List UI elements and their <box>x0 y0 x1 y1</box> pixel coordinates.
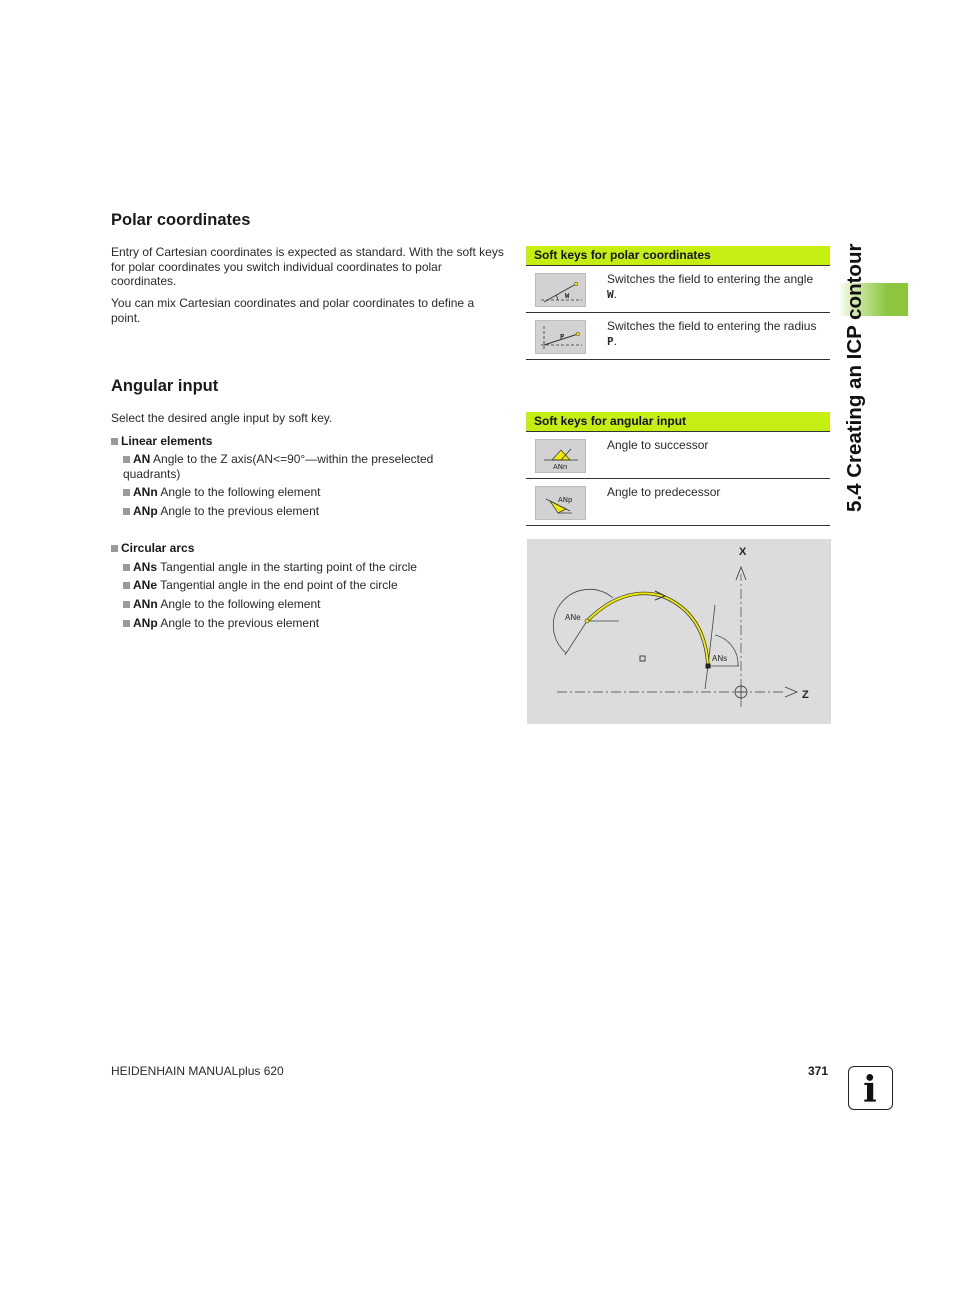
bullet-square-icon <box>111 545 118 552</box>
bullet-square-icon <box>123 582 130 589</box>
linear-elements-label: Linear elements <box>111 434 212 449</box>
polar-row-2-desc: Switches the field to entering the radius P. <box>607 319 817 348</box>
z-axis-label: Z <box>802 689 809 701</box>
angular-row-1-desc: Angle to successor <box>607 438 709 452</box>
circular-arcs-label: Circular arcs <box>111 541 194 556</box>
chapter-tab-title: 5.4 Creating an ICP contour <box>843 243 866 512</box>
ane-label: ANe <box>565 613 581 622</box>
bullet-square-icon <box>123 620 130 627</box>
polar-row-1-desc: Switches the field to entering the angle W. <box>607 272 814 301</box>
list-item: ANn Angle to the following element <box>123 485 320 500</box>
polar-angle-icon <box>536 274 587 308</box>
polar-para-2: You can mix Cartesian coordinates and polar coordinates to define a point. <box>111 296 475 325</box>
bullet-square-icon <box>123 456 130 463</box>
info-i-glyph <box>849 1067 891 1108</box>
angular-intro: Select the desired angle input by soft key. <box>111 411 333 425</box>
angle-successor-icon <box>536 440 587 474</box>
ans-label: ANs <box>712 654 728 663</box>
list-item: ANp Angle to the previous element <box>123 616 319 631</box>
contour-arc <box>587 593 708 666</box>
angular-heading: Angular input <box>111 377 219 395</box>
info-icon <box>848 1066 893 1110</box>
svg-text:ANn: ANn <box>553 463 568 471</box>
table-row <box>526 313 830 360</box>
svg-text:W: W <box>565 292 570 300</box>
page-number: 371 <box>808 1064 829 1078</box>
angular-softkey-table-header: Soft keys for angular input <box>526 412 830 431</box>
angle-w-softkey[interactable] <box>535 273 586 307</box>
list-item: ANn Angle to the following element <box>123 597 320 612</box>
svg-text:P: P <box>560 333 565 341</box>
polar-heading: Polar coordinates <box>111 211 251 229</box>
table-row <box>526 431 830 479</box>
ann-softkey[interactable] <box>535 439 586 473</box>
svg-text:ANp: ANp <box>558 496 573 504</box>
footer-manual-name: HEIDENHAIN MANUALplus 620 <box>111 1064 284 1078</box>
polar-para-1: Entry of Cartesian coordinates is expected as standard. With the soft keys for polar coordinates you switch individual coordinates to polar coordinates. <box>111 245 504 289</box>
polar-softkey-table <box>526 246 830 360</box>
bullet-square-icon <box>123 564 130 571</box>
polar-radius-icon <box>536 321 587 355</box>
angular-row-2-desc: Angle to predecessor <box>607 485 721 499</box>
list-item: AN Angle to the Z axis(AN<=90°—within the preselected quadrants) <box>123 452 434 481</box>
bullet-square-icon <box>123 601 130 608</box>
table-row <box>526 479 830 526</box>
angular-softkey-table <box>526 412 830 526</box>
list-item: ANs Tangential angle in the starting point of the circle <box>123 560 417 575</box>
list-item: ANp Angle to the previous element <box>123 504 319 519</box>
anp-softkey[interactable] <box>535 486 586 520</box>
table-row <box>526 265 830 313</box>
radius-p-softkey[interactable] <box>535 320 586 354</box>
arc-angles-drawing <box>527 539 831 724</box>
angular-input-diagram <box>527 539 831 724</box>
polar-softkey-table-header: Soft keys for polar coordinates <box>526 246 830 265</box>
bullet-square-icon <box>123 489 130 496</box>
bullet-square-icon <box>111 438 118 445</box>
svg-text:i: i <box>863 1069 877 1108</box>
bullet-square-icon <box>123 508 130 515</box>
list-item: ANe Tangential angle in the end point of the circle <box>123 578 398 593</box>
x-axis-label: X <box>739 546 747 558</box>
angle-predecessor-icon <box>536 487 587 521</box>
